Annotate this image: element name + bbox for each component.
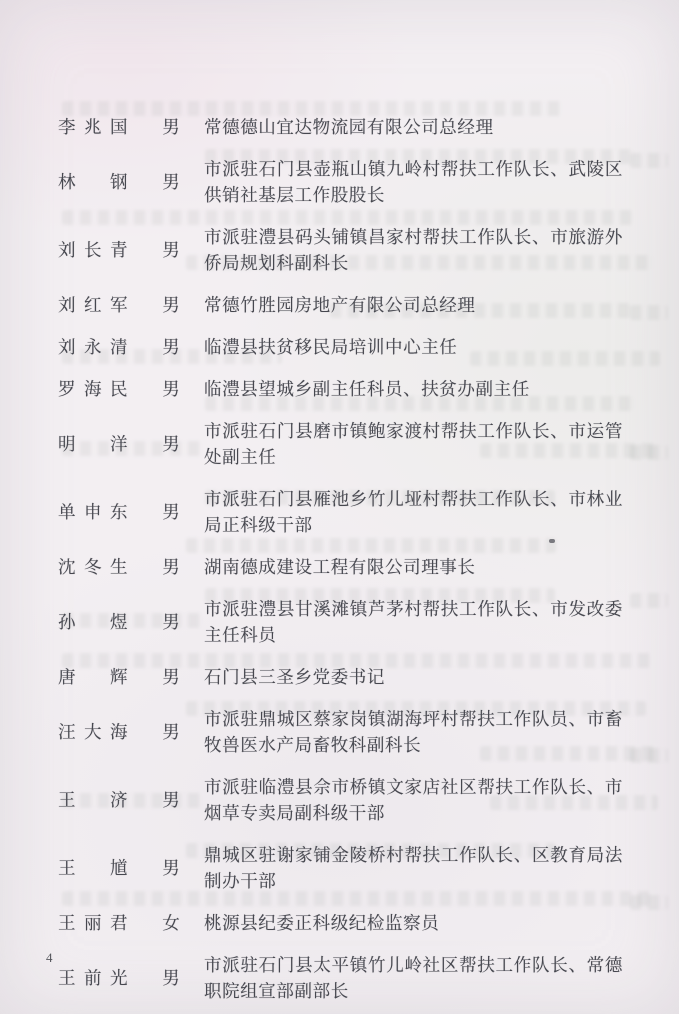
- roster-row: [58, 952, 623, 1004]
- person-name: 孙煜: [58, 612, 128, 632]
- person-title: 石门县三圣乡党委书记: [204, 667, 385, 687]
- person-title: 市派驻石门县壶瓶山镇九岭村帮扶工作队长、武陵区供销社基层工作股股长: [204, 159, 623, 205]
- person-name: 刘永清: [58, 337, 128, 357]
- person-title: 临澧县望城乡副主任科员、扶贫办副主任: [204, 379, 530, 399]
- roster-row: [58, 292, 623, 318]
- person-name: 汪大海: [58, 722, 128, 742]
- roster-row: [58, 418, 623, 470]
- roster-row: [58, 842, 623, 894]
- person-title: 常德德山宜达物流园有限公司总经理: [204, 117, 494, 137]
- roster-row: [58, 486, 623, 538]
- person-gender: 男: [162, 722, 180, 742]
- person-gender: 男: [162, 858, 180, 878]
- person-name: 王丽君: [58, 913, 128, 933]
- person-title: 市派驻临澧县佘市桥镇文家店社区帮扶工作队长、市烟草专卖局副科级干部: [204, 777, 623, 823]
- person-title: 市派驻澧县甘溪滩镇芦茅村帮扶工作队长、市发改委主任科员: [204, 599, 623, 645]
- person-gender: 男: [162, 968, 180, 988]
- person-title: 鼎城区驻谢家铺金陵桥村帮扶工作队长、区教育局法制办干部: [204, 845, 623, 891]
- person-name: 明洋: [58, 434, 128, 454]
- person-name: 李兆国: [58, 117, 128, 137]
- roster-row: [58, 910, 623, 936]
- roster-row: [58, 706, 623, 758]
- person-gender: 男: [162, 240, 180, 260]
- person-name: 林钢: [58, 172, 128, 192]
- roster-row: [58, 376, 623, 402]
- person-gender: 男: [162, 379, 180, 399]
- person-name: 王济: [58, 790, 128, 810]
- person-title: 市派驻澧县码头铺镇昌家村帮扶工作队长、市旅游外侨局规划科副科长: [204, 227, 623, 273]
- person-name: 沈冬生: [58, 557, 128, 577]
- person-gender: 男: [162, 172, 180, 192]
- roster-row: [58, 664, 623, 690]
- roster-row: [58, 774, 623, 826]
- person-title: 常德竹胜园房地产有限公司总经理: [204, 295, 476, 315]
- personnel-roster: [58, 114, 623, 1004]
- bleed-through-artifact: [630, 593, 668, 608]
- person-gender: 男: [162, 667, 180, 687]
- person-title: 桃源县纪委正科级纪检监察员: [204, 913, 440, 933]
- roster-row: [58, 114, 623, 140]
- bleed-through-artifact: [630, 445, 668, 460]
- person-gender: 男: [162, 295, 180, 315]
- roster-row: [58, 554, 623, 580]
- person-name: 刘长青: [58, 240, 128, 260]
- person-title: 临澧县扶贫移民局培训中心主任: [204, 337, 458, 357]
- person-gender: 男: [162, 502, 180, 522]
- roster-row: [58, 224, 623, 276]
- person-title: 市派驻石门县雁池乡竹儿垭村帮扶工作队长、市林业局正科级干部: [204, 489, 623, 535]
- roster-row: [58, 334, 623, 360]
- scan-artifact-dot: [549, 539, 555, 543]
- bleed-through-artifact: [630, 895, 668, 910]
- bleed-through-artifact: [630, 153, 668, 168]
- person-name: 王前光: [58, 968, 128, 988]
- bleed-through-artifact: [630, 748, 668, 763]
- person-gender: 男: [162, 337, 180, 357]
- person-name: 唐辉: [58, 667, 128, 687]
- page-number: 4: [46, 950, 53, 965]
- person-name: 罗海民: [58, 379, 128, 399]
- person-gender: 女: [162, 913, 180, 933]
- person-gender: 男: [162, 117, 180, 137]
- person-gender: 男: [162, 612, 180, 632]
- person-title: 市派驻石门县磨市镇鲍家渡村帮扶工作队长、市运管处副主任: [204, 421, 623, 467]
- person-title: 湖南德成建设工程有限公司理事长: [204, 557, 476, 577]
- person-gender: 男: [162, 790, 180, 810]
- person-name: 刘红军: [58, 295, 128, 315]
- person-title: 市派驻石门县太平镇竹儿岭社区帮扶工作队长、常德职院组宣部副部长: [204, 955, 623, 1001]
- bleed-through-artifact: [630, 305, 668, 320]
- person-name: 王馗: [58, 858, 128, 878]
- roster-row: [58, 156, 623, 208]
- person-title: 市派驻鼎城区蔡家岗镇湖海坪村帮扶工作队员、市畜牧兽医水产局畜牧科副科长: [204, 709, 623, 755]
- person-gender: 男: [162, 434, 180, 454]
- roster-row: [58, 596, 623, 648]
- person-gender: 男: [162, 557, 180, 577]
- person-name: 单申东: [58, 502, 128, 522]
